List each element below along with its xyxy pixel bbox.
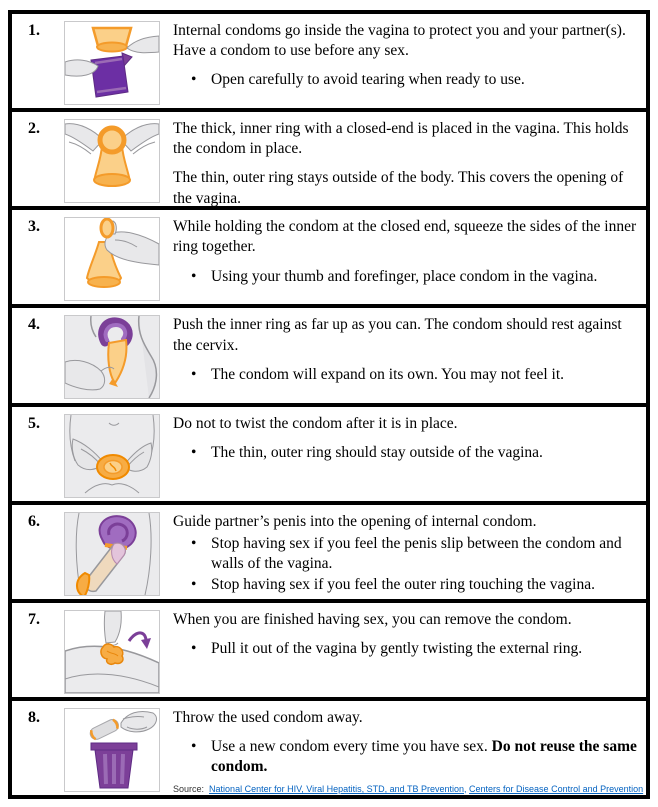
step-row-2 bbox=[12, 108, 646, 206]
step-illustration-frame bbox=[64, 119, 160, 203]
throw-away-trash-can-icon bbox=[65, 709, 159, 791]
step-paragraph: When you are finished having sex, you can remove the condom. bbox=[173, 610, 572, 628]
step-row-3 bbox=[12, 206, 646, 304]
bullet-icon: • bbox=[191, 534, 197, 552]
source-link-cdc[interactable]: Centers for Disease Control and Prevention bbox=[469, 784, 644, 795]
step-paragraph: While holding the condom at the closed end, squeeze the sides of the inner ring together. bbox=[173, 218, 637, 256]
inserting-condom-cross-section-icon bbox=[65, 316, 159, 398]
step-illustration-frame bbox=[64, 708, 160, 792]
penis-in-condom-cross-section-icon bbox=[65, 513, 159, 595]
step-row-8 bbox=[12, 697, 646, 795]
step-illustration-frame bbox=[64, 315, 160, 399]
step-number: 8. bbox=[28, 708, 40, 726]
step-number: 5. bbox=[28, 414, 40, 432]
bullet-icon: • bbox=[191, 365, 197, 383]
bullet-text: Pull it out of the vagina by gently twisting the external ring. bbox=[211, 639, 583, 657]
squeezing-inner-ring-icon bbox=[65, 218, 159, 300]
step-text bbox=[160, 414, 640, 498]
step-text bbox=[160, 217, 640, 301]
step-number: 1. bbox=[28, 22, 40, 39]
bullet-icon: • bbox=[191, 267, 197, 285]
step-text bbox=[160, 315, 640, 399]
step-text bbox=[160, 21, 640, 105]
step-bullet bbox=[191, 534, 640, 574]
source-separator: , bbox=[464, 784, 470, 795]
bullet-icon: • bbox=[191, 576, 197, 594]
step-text bbox=[160, 119, 640, 206]
step-bullet bbox=[191, 575, 640, 595]
step-row-5 bbox=[12, 403, 646, 501]
source-link-national-center[interactable]: National Center for HIV, Viral Hepatitis, STD, and TB Prevention bbox=[209, 784, 465, 795]
step-bullet bbox=[191, 443, 640, 463]
bullet-text: Open carefully to avoid tearing when ready to use. bbox=[211, 71, 525, 89]
bullet-text: Using your thumb and forefinger, place condom in the vagina. bbox=[211, 267, 598, 285]
step-paragraph: The thick, inner ring with a closed-end is placed in the vagina. This holds the condom in place. bbox=[173, 120, 629, 158]
bullet-text: Stop having sex if you feel the penis slip between the condom and walls of the vagina. bbox=[211, 534, 622, 572]
bullet-text: The condom will expand on its own. You may not feel it. bbox=[211, 365, 565, 383]
step-row-7 bbox=[12, 599, 646, 697]
source-attribution bbox=[173, 780, 643, 795]
step-text bbox=[160, 512, 640, 597]
step-illustration-frame bbox=[64, 21, 160, 105]
step-paragraph: Do not to twist the condom after it is in place. bbox=[173, 414, 458, 432]
bullet-bold-text: Do not reuse the same condom. bbox=[211, 738, 637, 776]
removing-condom-twist-icon bbox=[65, 611, 159, 693]
step-illustration-frame bbox=[64, 610, 160, 694]
instruction-table bbox=[8, 10, 650, 799]
step-number: 3. bbox=[28, 218, 40, 236]
step-number: 6. bbox=[28, 512, 40, 530]
bullet-text: Stop having sex if you feel the outer ring touching the vagina. bbox=[211, 576, 595, 594]
bullet-icon: • bbox=[191, 639, 197, 657]
step-row-6 bbox=[12, 501, 646, 599]
step-paragraph: Guide partner’s penis into the opening of internal condom. bbox=[173, 512, 537, 530]
bullet-text: The thin, outer ring should stay outside of the vagina. bbox=[211, 443, 543, 461]
step-illustration-frame bbox=[64, 512, 160, 596]
outer-ring-outside-body-icon bbox=[65, 415, 159, 497]
step-illustration-frame bbox=[64, 414, 160, 498]
step-bullet bbox=[191, 267, 640, 287]
step-number: 4. bbox=[28, 316, 40, 334]
step-bullet bbox=[191, 639, 640, 659]
step-text bbox=[160, 708, 643, 795]
step-paragraph: Internal condoms go inside the vagina to protect you and your partner(s). Have a condom to use before any sex. bbox=[173, 22, 626, 60]
bullet-icon: • bbox=[191, 443, 197, 461]
step-bullet bbox=[191, 737, 643, 777]
source-label: Source: bbox=[173, 784, 205, 795]
bullet-icon: • bbox=[191, 71, 197, 89]
step-row-4 bbox=[12, 304, 646, 402]
step-bullet bbox=[191, 365, 640, 385]
step-text bbox=[160, 610, 640, 694]
step-number: 2. bbox=[28, 120, 40, 138]
hands-holding-condom-icon bbox=[65, 120, 159, 202]
step-bullet bbox=[191, 70, 640, 90]
step-paragraph: Push the inner ring as far up as you can. The condom should rest against the cervix. bbox=[173, 316, 622, 354]
step-paragraph: Throw the used condom away. bbox=[173, 708, 363, 726]
bullet-icon: • bbox=[191, 738, 197, 756]
step-paragraph: The thin, outer ring stays outside of the body. This covers the opening of the vagina. bbox=[173, 169, 624, 207]
step-row-1 bbox=[12, 14, 646, 108]
step-illustration-frame bbox=[64, 217, 160, 301]
bullet-text: Use a new condom every time you have sex. bbox=[211, 738, 492, 756]
step-number: 7. bbox=[28, 610, 40, 628]
condom-package-opening-icon bbox=[65, 22, 159, 104]
